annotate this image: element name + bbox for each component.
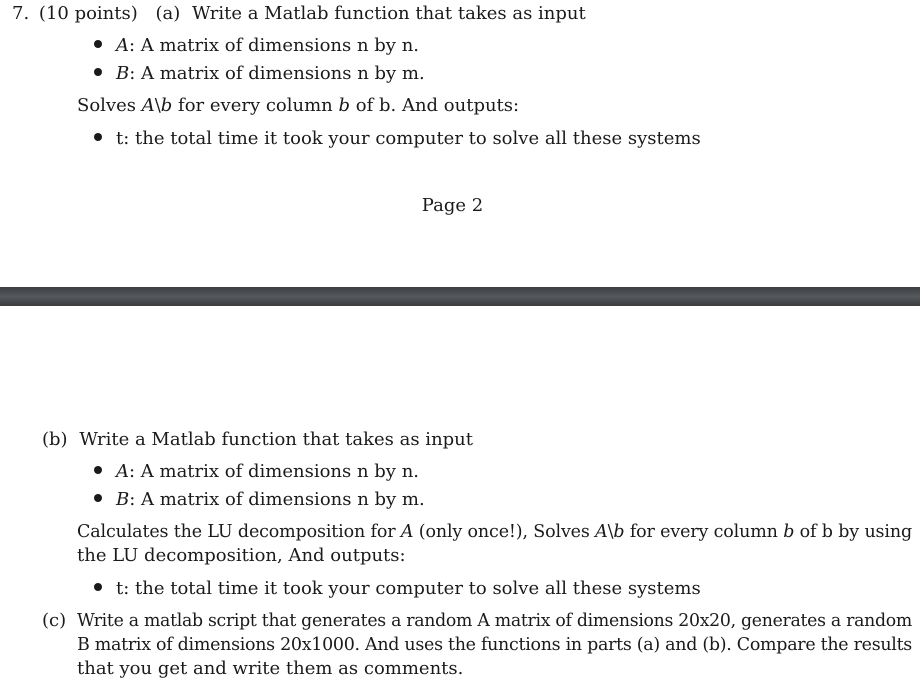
part-b-heading	[42, 429, 473, 451]
part-b-label: (b)	[42, 429, 68, 450]
math-A: A	[141, 95, 155, 116]
output-desc: t: the total time it took your computer to solve all these systems	[116, 128, 701, 149]
input-name: A	[116, 461, 129, 482]
question-points: (10 points)	[38, 3, 138, 24]
calc-paragraph-line-2: the LU decomposition, And outputs:	[77, 545, 406, 566]
page-number: Page 2	[421, 195, 484, 216]
math-backslash: \	[154, 95, 161, 116]
bullet-icon	[94, 35, 116, 57]
solves-text: of b. And outputs:	[350, 95, 520, 116]
solves-text: for every column	[172, 95, 339, 116]
bullet-icon	[94, 578, 116, 600]
math-b: b	[160, 95, 173, 116]
math-b: b	[783, 521, 795, 542]
page-divider	[0, 287, 920, 306]
part-c-label: (c)	[42, 610, 67, 631]
calc-text: (only once!), Solves	[413, 521, 596, 542]
list-item	[94, 461, 419, 483]
part-c-line-2: B matrix of dimensions 20x1000. And uses the functions in parts (a) and (b). Compare the results	[77, 634, 912, 655]
part-c-line-3: that you get and write them as comments.	[77, 658, 464, 679]
input-desc: : A matrix of dimensions n by n.	[129, 461, 420, 482]
output-desc: t: the total time it took your computer to solve all these systems	[116, 578, 701, 599]
part-b-intro: Write a Matlab function that takes as input	[79, 429, 474, 450]
math-b: b	[338, 95, 351, 116]
input-name: A	[116, 35, 129, 56]
list-item	[94, 128, 701, 150]
bullet-icon	[94, 63, 116, 85]
math-A: A	[595, 521, 608, 542]
math-A: A	[400, 521, 414, 542]
calc-text: of b by using	[794, 521, 912, 542]
bullet-icon	[94, 461, 116, 483]
math-backslash: \	[607, 521, 614, 542]
input-name: B	[116, 63, 130, 84]
list-item	[94, 35, 419, 57]
question-number: 7.	[12, 3, 30, 24]
input-desc: : A matrix of dimensions n by m.	[129, 489, 425, 510]
part-a-label: (a)	[155, 3, 181, 24]
input-name: B	[116, 489, 130, 510]
solves-paragraph	[77, 95, 519, 117]
list-item	[94, 578, 701, 600]
calc-paragraph-line-1	[77, 521, 912, 543]
input-desc: : A matrix of dimensions n by n.	[129, 35, 420, 56]
bullet-icon	[94, 489, 116, 511]
bullet-icon	[94, 128, 116, 150]
question-heading	[12, 3, 586, 25]
list-item	[94, 63, 425, 85]
input-desc: : A matrix of dimensions n by m.	[129, 63, 425, 84]
list-item	[94, 489, 425, 511]
solves-text: Solves	[77, 95, 142, 116]
calc-text: Calculates the LU decomposition for	[77, 521, 401, 542]
math-b: b	[613, 521, 625, 542]
calc-text: for every column	[624, 521, 784, 542]
part-c-line-1: Write a matlab script that generates a random A matrix of dimensions 20x20, generates a random	[77, 610, 912, 631]
part-a-intro: Write a Matlab function that takes as input	[192, 3, 586, 24]
